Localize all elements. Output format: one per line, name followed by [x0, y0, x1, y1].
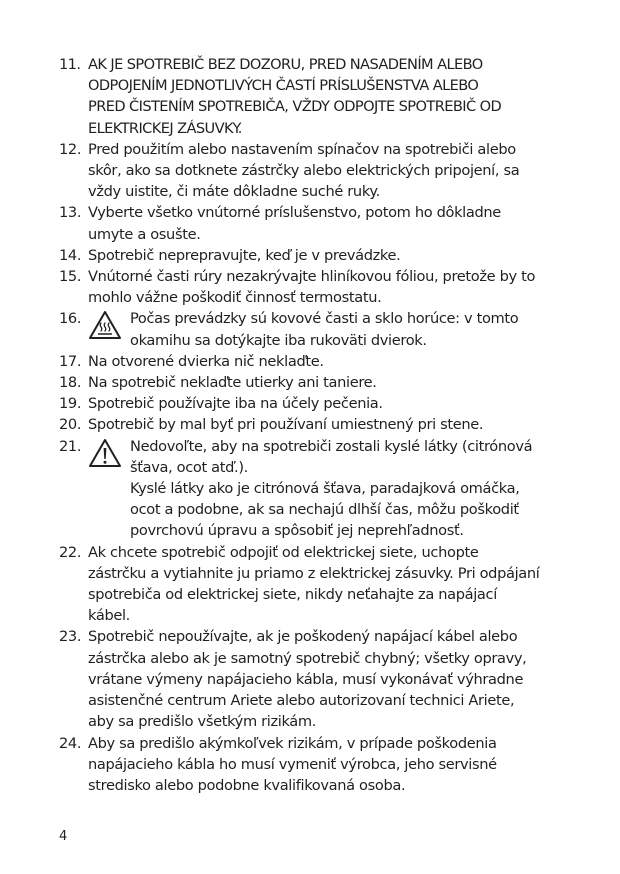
item-line: stredisko alebo podobne kvalifikovaná osoba.	[88, 776, 406, 794]
page-number: 4	[59, 829, 68, 844]
instruction-item-13	[59, 202, 579, 244]
hot-surface-warning	[88, 308, 579, 350]
item-line: šťava, ocot atď.).	[130, 458, 248, 476]
instruction-item-22	[59, 542, 579, 627]
item-line: Počas prevádzky sú kovové časti a sklo horúce: v tomto	[130, 310, 519, 328]
instruction-item-23	[59, 626, 579, 732]
item-line: Pred použitím alebo nastavením spínačov na spotrebiči alebo	[88, 140, 516, 158]
instruction-item-17	[59, 351, 579, 372]
item-number: 22.	[59, 543, 82, 561]
instruction-item-18	[59, 372, 579, 393]
instruction-item-16	[59, 308, 579, 350]
item-line: zástrčka alebo ak je samotný spotrebič chybný; všetky opravy,	[88, 649, 527, 667]
item-line: vždy uistite, či máte dôkladne suché ruky.	[88, 183, 380, 201]
item-line: Spotrebič nepoužívajte, ak je poškodený napájací kábel alebo	[88, 628, 518, 646]
item-number: 20.	[59, 416, 82, 434]
item-line: Spotrebič používajte iba na účely pečenia.	[88, 395, 383, 413]
item-line: AK JE SPOTREBIČ BEZ DOZORU, PRED NASADENÍM ALEBO	[88, 56, 483, 73]
item-line: kábel.	[88, 607, 130, 625]
item-number: 12.	[59, 140, 82, 158]
item-line: PRED ČISTENÍM SPOTREBIČA, VŽDY ODPOJTE SPOTREBIČ OD	[88, 98, 502, 116]
item-line: Aby sa predišlo akýmkoľvek rizikám, v prípade poškodenia	[88, 734, 497, 752]
item-line: ELEKTRICKEJ ZÁSUVKY.	[88, 119, 242, 137]
instruction-item-11	[59, 54, 579, 139]
instruction-item-12	[59, 139, 579, 203]
item-line: Nedovoľte, aby na spotrebiči zostali kyslé látky (citrónová	[130, 437, 533, 455]
item-line: napájacieho kábla ho musí vymeniť výrobca, jeho servisné	[88, 755, 497, 773]
item-line: mohlo vážne poškodiť činnosť termostatu.	[88, 289, 382, 307]
item-number: 16.	[59, 310, 82, 328]
item-number: 15.	[59, 268, 82, 286]
item-line: zástrčku a vytiahnite ju priamo z elektrickej zásuvky. Pri odpájaní	[88, 564, 540, 582]
item-number: 19.	[59, 395, 82, 413]
caution-exclamation-icon	[88, 438, 122, 468]
item-line: aby sa predišlo všetkým rizikám.	[88, 713, 317, 731]
item-line: Na spotrebič neklaďte utierky ani taniere.	[88, 374, 377, 392]
instruction-item-14	[59, 245, 579, 266]
item-line: Spotrebič neprepravujte, keď je v prevádzke.	[88, 246, 401, 264]
instruction-item-24	[59, 733, 579, 797]
item-line: vrátane výmeny napájacieho kábla, musí vykonávať výhradne	[88, 670, 524, 688]
item-number: 14.	[59, 246, 82, 264]
item-line: spotrebiča od elektrickej siete, nikdy neťahajte za napájací	[88, 586, 497, 604]
item-number: 11.	[59, 56, 81, 73]
caution-warning	[88, 436, 579, 542]
item-line: povrchovú úpravu a spôsobiť jej neprehľadnosť.	[130, 522, 464, 540]
hot-surface-warning-icon	[88, 310, 122, 340]
instruction-item-15	[59, 266, 579, 308]
safety-instructions-list	[59, 54, 579, 796]
item-line: umyte a osušte.	[88, 225, 201, 243]
item-number: 21.	[59, 437, 82, 455]
item-line: asistenčné centrum Ariete alebo autorizovaní technici Ariete,	[88, 692, 515, 710]
item-line: Na otvorené dvierka nič neklaďte.	[88, 352, 324, 370]
item-number: 17.	[59, 352, 82, 370]
item-line: okamihu sa dotýkajte iba rukoväti dvierok.	[130, 331, 427, 349]
item-number: 23.	[59, 628, 82, 646]
item-line: Spotrebič by mal byť pri používaní umiestnený pri stene.	[88, 416, 484, 434]
item-line: Vnútorné časti rúry nezakrývajte hliníkovou fóliou, pretože by to	[88, 268, 536, 286]
instruction-item-19	[59, 393, 579, 414]
item-number: 13.	[59, 204, 82, 222]
item-line: ODPOJENÍM JEDNOTLIVÝCH ČASTÍ PRÍSLUŠENSTVA ALEBO	[88, 77, 479, 95]
instruction-item-20	[59, 414, 579, 435]
instruction-item-21	[59, 436, 579, 542]
item-line: Vyberte všetko vnútorné príslušenstvo, potom ho dôkladne	[88, 204, 501, 222]
item-number: 24.	[59, 734, 82, 752]
item-number: 18.	[59, 374, 82, 392]
item-line: Kyslé látky ako je citrónová šťava, paradajková omáčka,	[130, 480, 520, 498]
item-line: ocot a podobne, ak sa nechajú dlhší čas, môžu poškodiť	[130, 501, 519, 519]
item-line: Ak chcete spotrebič odpojiť od elektrickej siete, uchopte	[88, 543, 479, 561]
item-line: skôr, ako sa dotknete zástrčky alebo elektrických pripojení, sa	[88, 162, 520, 180]
